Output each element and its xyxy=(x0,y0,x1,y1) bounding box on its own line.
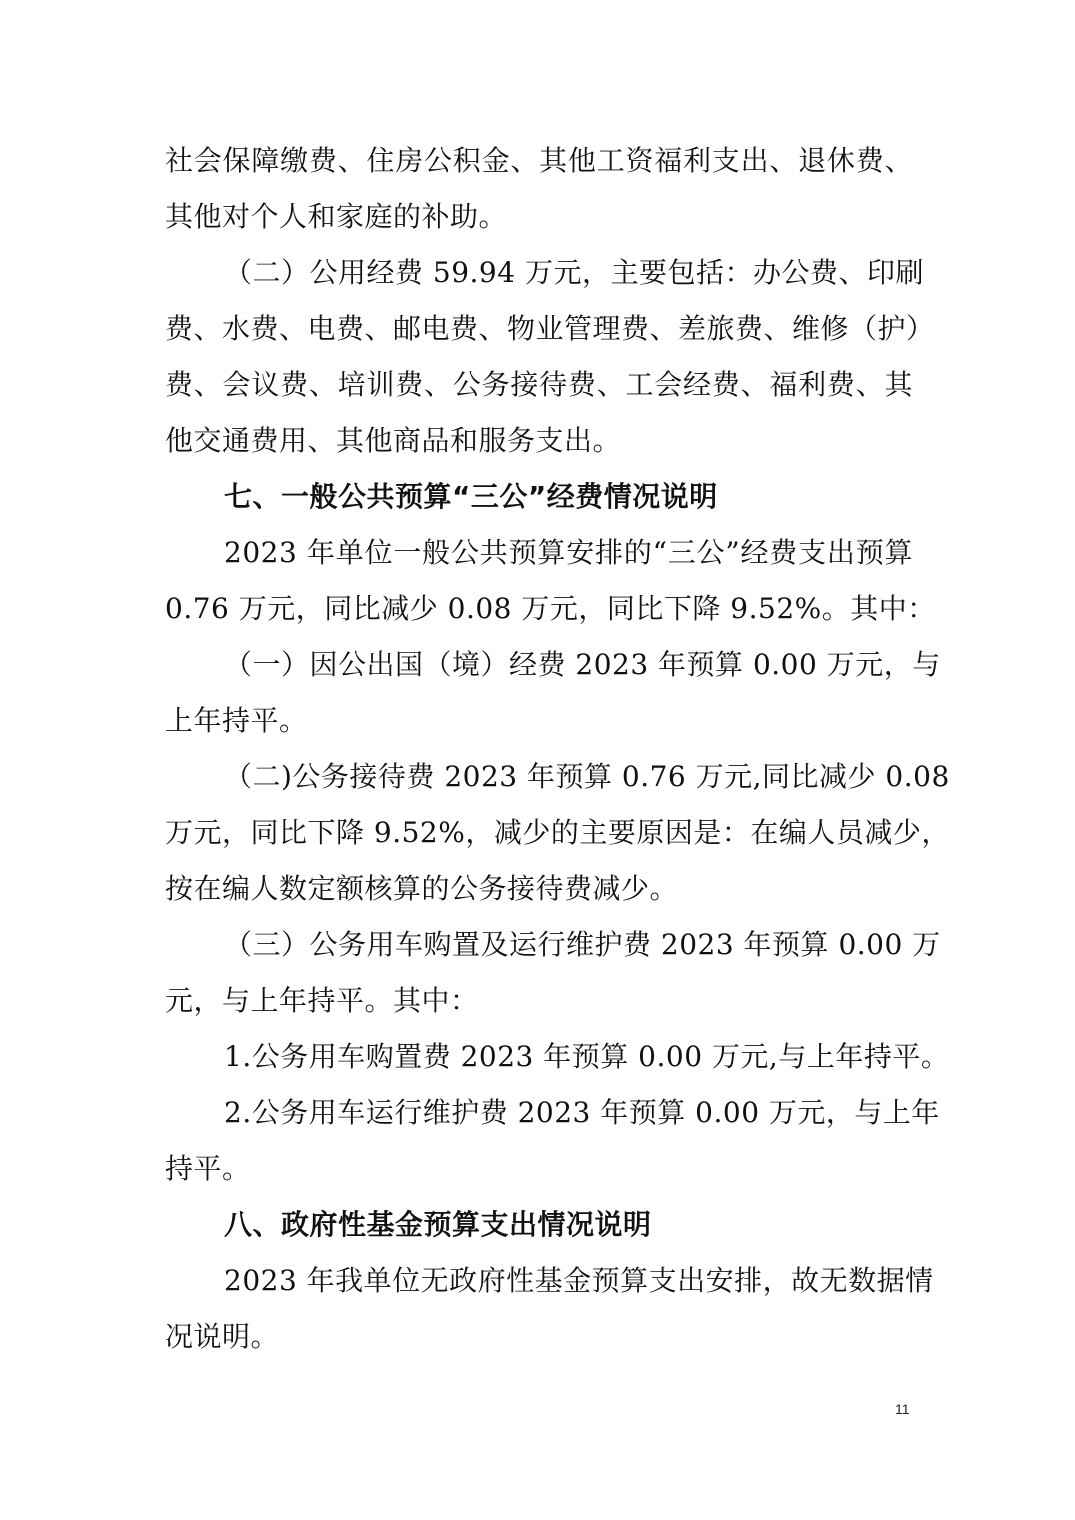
paragraph-public-expenses: （二）公用经费 59.94 万元，主要包括：办公费、印刷 xyxy=(224,256,924,289)
section-heading-eight: 八、政府性基金预算支出情况说明 xyxy=(224,1208,652,1241)
paragraph-government-fund: 2023 年我单位无政府性基金预算支出安排，故无数据情 xyxy=(224,1264,934,1297)
paragraph-overseas-expenses: （一）因公出国（境）经费 2023 年预算 0.00 万元，与 xyxy=(224,648,941,681)
body-text-line: 万元，同比下降 9.52%，减少的主要原因是：在编人员减少， xyxy=(165,816,950,849)
paragraph-three-public-budget: 2023 年单位一般公共预算安排的“三公”经费支出预算 xyxy=(224,536,913,569)
body-text-line: 费、会议费、培训费、公务接待费、工会经费、福利费、其 xyxy=(165,368,913,401)
body-text-line: 按在编人数定额核算的公务接待费减少。 xyxy=(165,872,679,905)
body-text-line: 持平。 xyxy=(165,1152,251,1185)
body-text-line: 况说明。 xyxy=(165,1320,280,1353)
paragraph-vehicle-expenses: （三）公务用车购置及运行维护费 2023 年预算 0.00 万 xyxy=(224,928,941,961)
body-text-line: 0.76 万元，同比减少 0.08 万元，同比下降 9.52%。其中： xyxy=(165,592,936,625)
paragraph-reception-expenses: （二)公务接待费 2023 年预算 0.76 万元,同比减少 0.08 xyxy=(224,760,950,793)
list-item-vehicle-maintenance: 2.公务用车运行维护费 2023 年预算 0.00 万元，与上年 xyxy=(224,1096,940,1129)
section-heading-seven: 七、一般公共预算“三公”经费情况说明 xyxy=(224,480,718,513)
body-text-line: 费、水费、电费、邮电费、物业管理费、差旅费、维修（护） xyxy=(165,312,935,345)
body-text-line: 上年持平。 xyxy=(165,704,308,737)
body-text-line: 其他对个人和家庭的补助。 xyxy=(165,200,508,233)
page-number: 11 xyxy=(895,1401,910,1417)
list-item-vehicle-purchase: 1.公务用车购置费 2023 年预算 0.00 万元,与上年持平。 xyxy=(224,1040,950,1073)
body-text-line: 社会保障缴费、住房公积金、其他工资福利支出、退休费、 xyxy=(165,144,913,177)
body-text-line: 元，与上年持平。其中： xyxy=(165,984,479,1017)
body-text-line: 他交通费用、其他商品和服务支出。 xyxy=(165,424,622,457)
